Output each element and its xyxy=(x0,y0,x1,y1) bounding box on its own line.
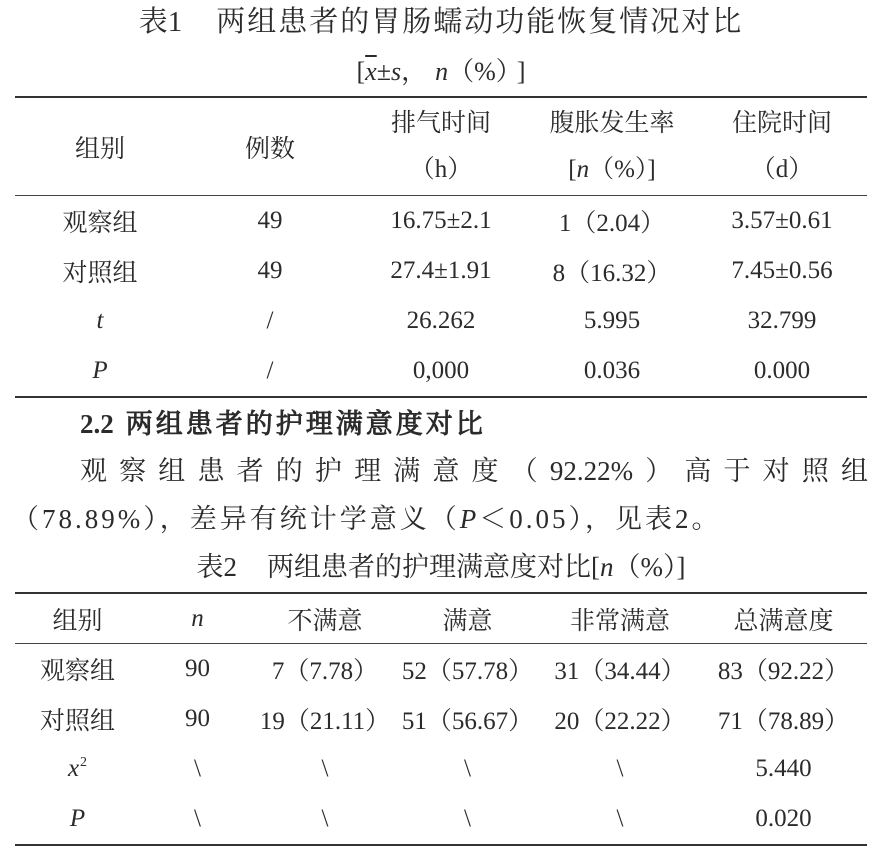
p-symbol: P xyxy=(459,504,480,534)
row-label: 对照组 xyxy=(62,260,138,287)
table-2-title xyxy=(0,546,882,588)
plus-minus-symbol: ± xyxy=(376,57,391,86)
row-label: 对照组 xyxy=(39,708,115,735)
row-label: P xyxy=(92,357,108,384)
table-cell: 5.995 xyxy=(583,307,641,334)
table-row xyxy=(15,794,867,844)
table-cell: \ xyxy=(616,805,624,832)
table-cell: 5.440 xyxy=(755,755,812,782)
header-count: 例数 xyxy=(244,135,295,163)
table-cell: \ xyxy=(321,755,329,782)
table-cell: 51（56.67） xyxy=(401,708,534,735)
subtitle-separator: ， xyxy=(401,57,428,86)
header-group: 组别 xyxy=(74,135,125,163)
header-very-satisfied: 非常满意 xyxy=(569,607,670,635)
table-cell: 49 xyxy=(257,207,283,234)
table-2-title-text: 两组患者的护理满意度对比 xyxy=(267,552,591,582)
paragraph-text: ＜0.05），见表2。 xyxy=(479,504,722,534)
header-unsatisfied: 不满意 xyxy=(287,607,363,635)
unit-var: n xyxy=(576,155,590,183)
mean-symbol: $\overline{x}$ xyxy=(365,57,377,86)
table-cell: 31（34.44） xyxy=(554,658,686,685)
table-row xyxy=(15,196,867,246)
header-n: n xyxy=(191,604,204,632)
table-cell: 0.020 xyxy=(755,805,812,832)
header-exhaust-time xyxy=(391,101,491,193)
table-cell: 52（57.78） xyxy=(401,658,534,685)
table-row xyxy=(15,694,867,744)
n-symbol: n xyxy=(435,57,449,86)
table-1-subtitle xyxy=(0,54,882,90)
row-label: P xyxy=(69,805,86,832)
table-cell: 0,000 xyxy=(412,357,470,384)
header-total-satisfaction: 总满意度 xyxy=(733,607,834,635)
table-cell: 26.262 xyxy=(406,307,476,334)
subtitle-open-bracket: [ xyxy=(356,57,366,86)
table-cell: \ xyxy=(616,755,624,782)
table-cell: 27.4±1.91 xyxy=(390,257,492,284)
table-cell: 20（22.22） xyxy=(554,708,686,735)
table-1-title-text: 两组患者的胃肠蠕动功能恢复情况对比 xyxy=(216,6,744,38)
chi-symbol: x xyxy=(67,755,80,782)
sd-symbol: s xyxy=(391,57,402,86)
paragraph-line-2 xyxy=(12,498,722,540)
paragraph-line-1: 观察组患者的护理满意度（92.22%）高于对照组 xyxy=(80,456,868,486)
subtitle-close-bracket: ] xyxy=(516,57,526,86)
row-label xyxy=(68,755,87,783)
table-cell: \ xyxy=(321,805,329,832)
table-row xyxy=(15,246,867,296)
table-cell: \ xyxy=(464,755,471,782)
percent-symbol: （%） xyxy=(448,57,509,86)
table-cell: \ xyxy=(194,755,201,782)
table-cell: \ xyxy=(464,805,471,832)
header-hospital-stay xyxy=(732,101,832,193)
table-2-label: 表2 xyxy=(196,552,237,582)
table-cell: 0.036 xyxy=(583,357,641,384)
table-cell: 90 xyxy=(185,705,210,732)
table-row xyxy=(15,346,867,396)
unit-var: n xyxy=(600,552,614,582)
table-1-label: 表1 xyxy=(138,6,183,38)
table-cell: 7.45±0.56 xyxy=(731,257,833,284)
unit-open: [ xyxy=(568,155,577,183)
header-hospital-stay-unit: （d） xyxy=(750,155,814,183)
unit-close: （%）] xyxy=(589,155,656,183)
table-cell: 49 xyxy=(257,257,283,284)
table-row xyxy=(15,296,867,346)
row-label: t xyxy=(96,307,104,334)
row-label: 观察组 xyxy=(62,210,138,237)
table-2 xyxy=(15,592,867,846)
table-cell: / xyxy=(266,307,274,334)
table-cell: 3.57±0.61 xyxy=(731,207,833,234)
paragraph-text: （78.89%），差异有统计学意义（ xyxy=(12,504,460,534)
header-satisfied: 满意 xyxy=(442,607,493,635)
row-label: 观察组 xyxy=(39,658,115,685)
unit-close: （%）] xyxy=(613,552,686,582)
header-hospital-stay-label: 住院时间 xyxy=(731,109,832,137)
table-cell: 16.75±2.1 xyxy=(390,207,492,234)
chi-superscript: 2 xyxy=(80,755,88,770)
table-header-row xyxy=(15,594,867,644)
header-group: 组别 xyxy=(52,607,103,635)
table-1-title xyxy=(0,2,882,42)
table-header-row xyxy=(15,98,867,196)
table-row xyxy=(15,744,867,794)
table-cell: 1（2.04） xyxy=(558,210,666,237)
table-cell: 83（92.22） xyxy=(717,658,850,685)
header-exhaust-time-label: 排气时间 xyxy=(390,109,491,137)
header-bloating-rate-unit xyxy=(568,147,655,193)
section-heading xyxy=(80,404,486,444)
table-cell: 32.799 xyxy=(747,307,817,334)
header-bloating-rate xyxy=(549,101,674,193)
unit-open: [ xyxy=(591,552,600,582)
header-exhaust-time-unit: （h） xyxy=(409,155,473,183)
header-bloating-rate-label: 腹胀发生率 xyxy=(549,109,675,137)
table-cell: 71（78.89） xyxy=(717,708,850,735)
section-number: 2.2 xyxy=(80,409,114,439)
table-cell: 19（21.11） xyxy=(259,708,391,735)
table-1 xyxy=(15,96,867,398)
table-cell: 90 xyxy=(185,655,210,682)
table-cell: 7（7.78） xyxy=(271,658,379,685)
table-cell: 0.000 xyxy=(753,357,811,384)
table-cell: \ xyxy=(194,805,201,832)
table-cell: / xyxy=(266,357,274,384)
section-title: 两组患者的护理满意度对比 xyxy=(125,409,486,439)
table-row xyxy=(15,644,867,694)
table-cell: 8（16.32） xyxy=(552,260,672,287)
